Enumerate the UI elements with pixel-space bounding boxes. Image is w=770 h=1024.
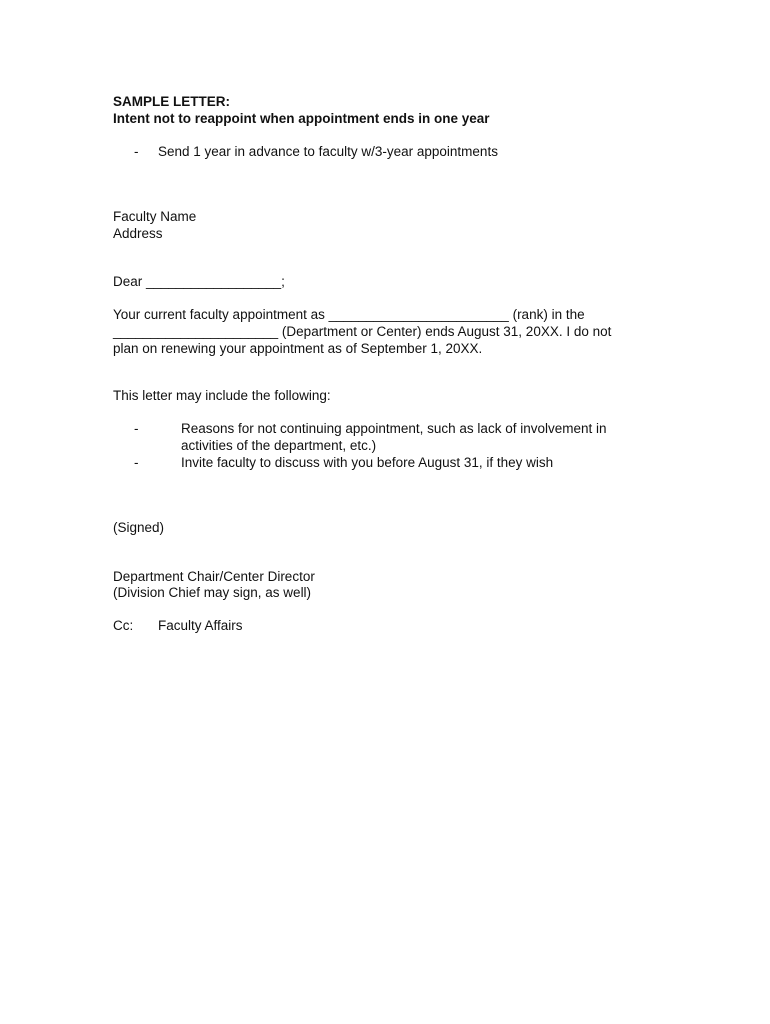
include-item-text: Invite faculty to discuss with you before August 31, if they wish: [181, 455, 554, 470]
note-dash: -: [134, 144, 139, 159]
body-line: plan on renewing your appointment as of September 1, 20XX.: [113, 341, 483, 356]
cc-value: Faculty Affairs: [158, 618, 243, 633]
include-item-dash: -: [134, 421, 139, 436]
recipient-name: Faculty Name: [113, 209, 197, 224]
signer-title: Department Chair/Center Director: [113, 569, 315, 584]
letter-subheading: Intent not to reappoint when appointment ends in one year: [113, 111, 490, 126]
body-line: Your current faculty appointment as ________________________ (rank) in the: [113, 307, 585, 322]
salutation: Dear __________________;: [113, 274, 285, 289]
include-item-text: activities of the department, etc.): [181, 438, 377, 453]
recipient-address: Address: [113, 226, 163, 241]
cc-label: Cc:: [113, 618, 134, 633]
letter-heading: SAMPLE LETTER:: [113, 94, 230, 109]
signer-note: (Division Chief may sign, as well): [113, 585, 312, 600]
signed-line: (Signed): [113, 520, 165, 535]
include-item-text: Reasons for not continuing appointment, such as lack of involvement in: [181, 421, 607, 436]
include-item-dash: -: [134, 455, 139, 470]
note-text: Send 1 year in advance to faculty w/3-year appointments: [158, 144, 498, 159]
body-line: ______________________ (Department or Center) ends August 31, 20XX. I do not: [113, 324, 612, 339]
include-intro: This letter may include the following:: [113, 388, 331, 403]
